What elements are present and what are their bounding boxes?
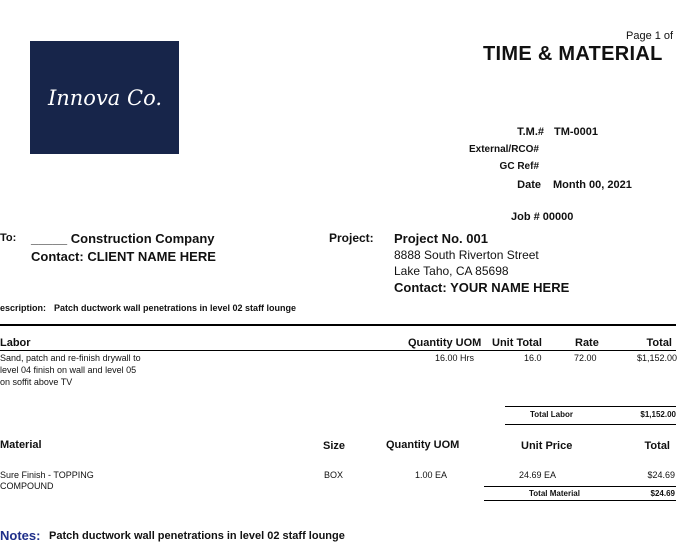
page-number: Page 1 of xyxy=(626,30,674,42)
material-size-header: Size xyxy=(323,440,346,452)
labor-header: Labor xyxy=(0,337,31,349)
tm-number-value: TM-0001 xyxy=(554,126,599,138)
tm-number-label: T.M.# xyxy=(517,126,544,138)
material-total-underline xyxy=(484,500,676,501)
description-text: Patch ductwork wall penetrations in level 02 staff lounge xyxy=(54,303,297,313)
section-divider xyxy=(0,324,676,326)
labor-total-underline xyxy=(505,424,676,425)
date-label: Date xyxy=(517,179,541,191)
total-labor-value: $1,152.00 xyxy=(640,410,676,419)
labor-header-rule xyxy=(0,350,676,351)
client-contact: Contact: CLIENT NAME HERE xyxy=(31,249,216,264)
total-labor-label: Total Labor xyxy=(530,410,573,419)
project-city: Lake Taho, CA 85698 xyxy=(394,264,509,278)
labor-total-header: Total xyxy=(646,337,672,349)
material-size: BOX xyxy=(324,470,344,480)
total-material-label: Total Material xyxy=(529,489,580,498)
labor-desc-line: Sand, patch and re-finish drywall to xyxy=(0,353,141,363)
description-label: escription: xyxy=(0,303,47,313)
svg-text:Innova Co.: Innova Co. xyxy=(47,85,162,110)
logo-wordmark xyxy=(45,78,165,118)
labor-row-total: $1,152.00 xyxy=(636,353,677,363)
project-contact: Contact: YOUR NAME HERE xyxy=(394,280,570,295)
material-unit-price-header: Unit Price xyxy=(521,440,573,452)
labor-total-rule xyxy=(505,406,676,407)
notes-text: Patch ductwork wall penetrations in level 02 staff lounge xyxy=(49,530,345,542)
gc-ref-label: GC Ref# xyxy=(499,161,539,172)
material-header: Material xyxy=(0,439,42,451)
material-total-header: Total xyxy=(644,440,670,452)
to-label: To: xyxy=(0,232,17,244)
labor-unit-total-header: Unit Total xyxy=(492,337,542,349)
material-desc-line: Sure Finish - TOPPING xyxy=(0,470,94,480)
material-quantity-uom-header: Quantity UOM xyxy=(386,439,460,451)
notes-label: Notes: xyxy=(0,528,41,543)
total-material-value: $24.69 xyxy=(650,489,675,498)
material-total-rule xyxy=(484,486,676,487)
external-rco-label: External/RCO# xyxy=(468,144,539,155)
labor-unit-total: 16.0 xyxy=(524,353,542,363)
labor-quantity-uom-header: Quantity UOM xyxy=(408,337,482,349)
labor-rate-header: Rate xyxy=(575,337,599,349)
date-value: Month 00, 2021 xyxy=(553,179,632,191)
client-company: _____ Construction Company xyxy=(31,231,215,246)
labor-quantity: 16.00 Hrs xyxy=(435,353,475,363)
material-row-total: $24.69 xyxy=(647,470,675,480)
material-unit-price: 24.69 EA xyxy=(519,470,557,480)
project-street: 8888 South Riverton Street xyxy=(394,248,539,262)
project-label: Project: xyxy=(329,231,374,245)
company-logo xyxy=(30,41,179,154)
labor-rate: 72.00 xyxy=(574,353,597,363)
labor-desc-line: on soffit above TV xyxy=(0,377,73,387)
job-number: Job # 00000 xyxy=(511,211,574,223)
document-title: TIME & MATERIAL xyxy=(483,43,663,65)
labor-desc-line: level 04 finish on wall and level 05 xyxy=(0,365,137,375)
material-quantity: 1.00 EA xyxy=(415,470,448,480)
material-desc-line: COMPOUND xyxy=(0,481,54,491)
project-number: Project No. 001 xyxy=(394,231,488,246)
